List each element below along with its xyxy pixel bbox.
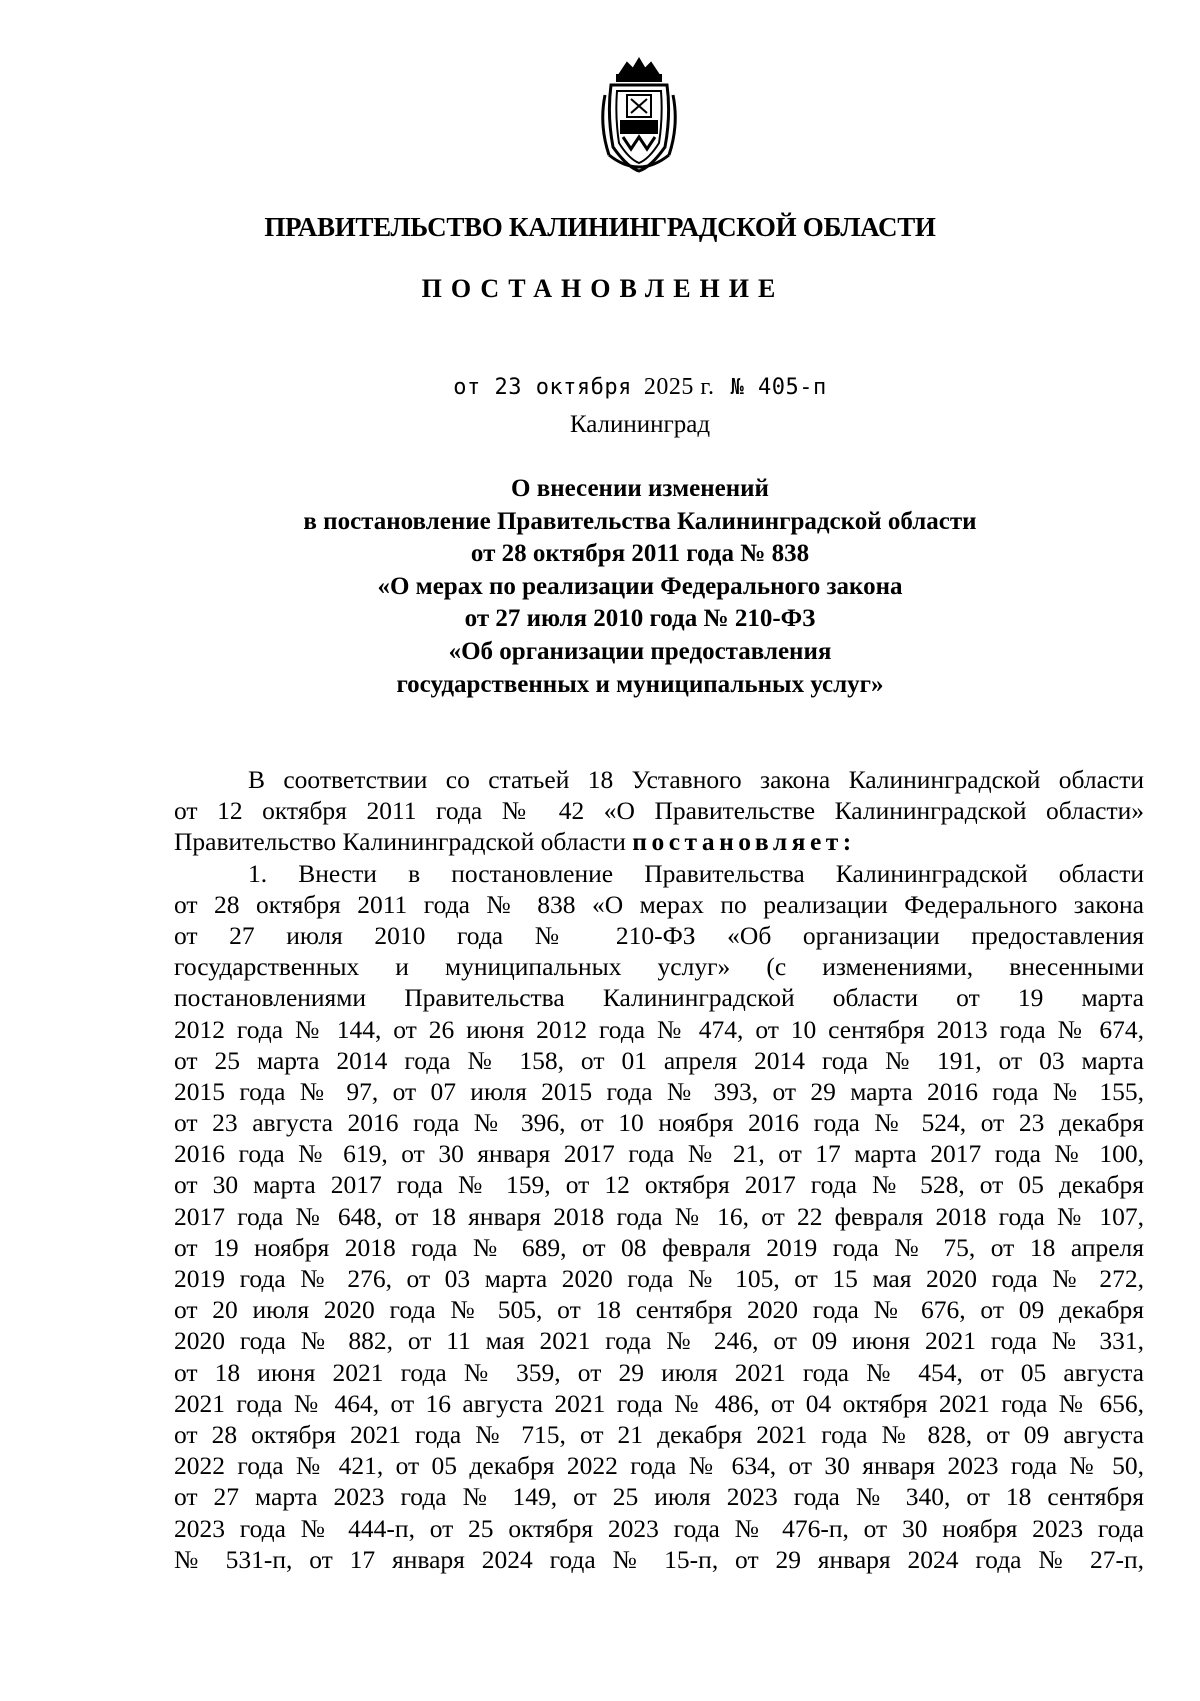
subject-line: «О мерах по реализации Федерального закона <box>377 572 903 600</box>
subject-line: от 27 июля 2010 года № 210-ФЗ <box>464 605 816 633</box>
decree-body <box>174 764 1144 1575</box>
body-line: от 27 июля 2010 года № 210-ФЗ «Об организации предоставления <box>174 920 1144 950</box>
body-line: № 531-п, от 17 января 2024 года № 15-п, от 29 января 2024 года № 27-п, <box>174 1544 1144 1574</box>
body-line: от 20 июля 2020 года № 505, от 18 сентября 2020 года № 676, от 09 декабря <box>174 1295 1144 1325</box>
decree-date: от 23 октября <box>453 375 632 400</box>
decree-city: Калининград <box>569 411 711 438</box>
subject-line: «Об организации предоставления <box>448 637 832 665</box>
body-line: 2015 года № 97, от 07 июля 2015 года № 393, от 29 марта 2016 года № 155, <box>174 1076 1144 1106</box>
body-line: 2022 года № 421, от 05 декабря 2022 года № 634, от 30 января 2023 года № 50, <box>174 1451 1144 1481</box>
body-line: 2017 года № 648, от 18 января 2018 года № 16, от 22 февраля 2018 года № 107, <box>174 1201 1144 1231</box>
subject-line: от 28 октября 2011 года № 838 <box>470 540 810 568</box>
body-line: от 23 августа 2016 года № 396, от 10 ноября 2016 года № 524, от 23 декабря <box>174 1108 1144 1138</box>
body-line: от 30 марта 2017 года № 159, от 12 октября 2017 года № 528, от 05 декабря <box>174 1170 1144 1200</box>
body-line: 2012 года № 144, от 26 июня 2012 года № 474, от 10 сентября 2013 года № 674, <box>174 1014 1144 1044</box>
document-type: ПОСТАНОВЛЕНИЕ <box>421 274 785 303</box>
body-line: 2020 года № 882, от 11 мая 2021 года № 246, от 09 июня 2021 года № 331, <box>174 1326 1144 1356</box>
decree-number: № 405-п <box>730 375 827 400</box>
body-line: государственных и муниципальных услуг» (с изменениями, внесенными <box>174 952 1144 982</box>
body-line: постановлениями Правительства Калининградской области от 19 марта <box>174 983 1144 1013</box>
subject-line: государственных и муниципальных услуг» <box>396 670 884 698</box>
decree-date-line <box>40 374 1200 401</box>
body-line: от 12 октября 2011 года № 42 «О Правительстве Калининградской области» <box>174 796 1144 826</box>
subject-line: О внесении изменений <box>511 475 769 502</box>
preamble-government: Правительство Калининградской области <box>174 827 626 857</box>
body-line <box>174 826 1144 857</box>
body-line: от 18 июня 2021 года № 359, от 29 июля 2021 года № 454, от 05 августа <box>174 1357 1144 1387</box>
coat-of-arms-emblem <box>597 55 681 175</box>
resolves-word: постановляет: <box>632 827 856 857</box>
body-line: 2019 года № 276, от 03 марта 2020 года № 105, от 15 мая 2020 года № 272, <box>174 1264 1144 1293</box>
decree-year: 2025 г. <box>643 374 715 400</box>
subject-line: в постановление Правительства Калининградской области <box>303 507 977 535</box>
body-line: от 25 марта 2014 года № 158, от 01 апреля 2014 года № 191, от 03 марта <box>174 1045 1144 1075</box>
body-line: от 28 октября 2011 года № 838 «О мерах по реализации Федерального закона <box>174 889 1144 919</box>
body-line: 1. Внести в постановление Правительства Калининградской области <box>248 858 1144 888</box>
government-title: ПРАВИТЕЛЬСТВО КАЛИНИНГРАДСКОЙ ОБЛАСТИ <box>264 212 936 242</box>
body-line: от 27 марта 2023 года № 149, от 25 июля 2023 года № 340, от 18 сентября <box>174 1482 1144 1512</box>
decree-subject <box>40 473 1200 701</box>
body-line: 2021 года № 464, от 16 августа 2021 года № 486, от 04 октября 2021 года № 656, <box>174 1388 1144 1418</box>
body-line: 2016 года № 619, от 30 января 2017 года № 21, от 17 марта 2017 года № 100, <box>174 1139 1144 1169</box>
body-line: В соответствии со статьей 18 Уставного закона Калининградской области <box>248 765 1144 794</box>
body-line: 2023 года № 444-п, от 25 октября 2023 года № 476-п, от 30 ноября 2023 года <box>174 1513 1144 1543</box>
body-line: от 28 октября 2021 года № 715, от 21 декабря 2021 года № 828, от 09 августа <box>174 1419 1144 1449</box>
body-line: от 19 ноября 2018 года № 689, от 08 февраля 2019 года № 75, от 18 апреля <box>174 1232 1144 1262</box>
